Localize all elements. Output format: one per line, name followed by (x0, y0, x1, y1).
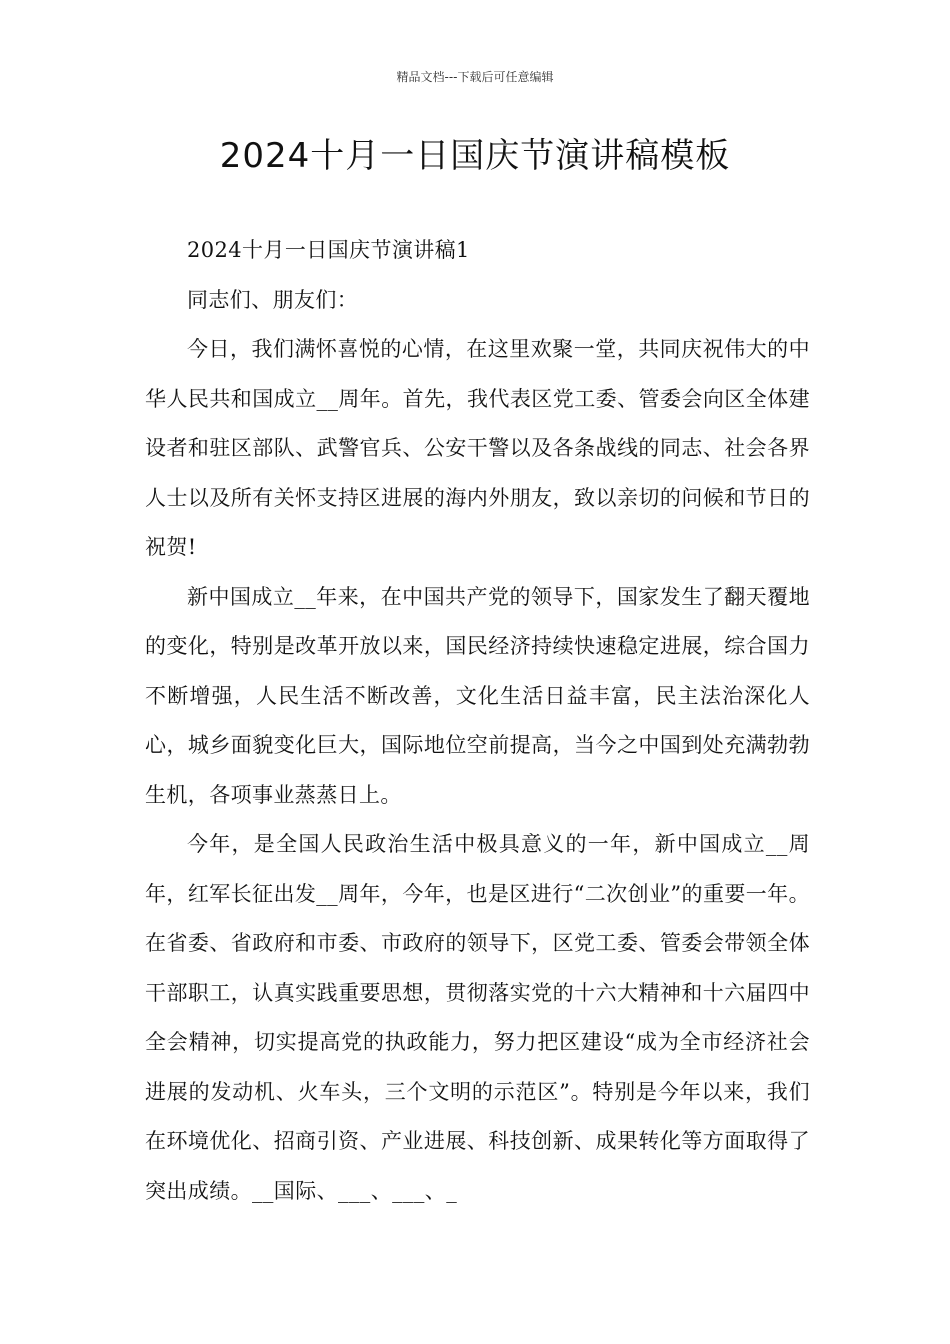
document-title: 2024十月一日国庆节演讲稿模板 (219, 136, 731, 176)
body-paragraph: 新中国成立__年来，在中国共产党的领导下，国家发生了翻天覆地的变化，特别是改革开放以来，国民经济持续快速稳定进展，综合国力不断增强，人民生活不断改善，文化生活日益丰富，民主法治深化人心，城乡面貌变化巨大，国际地位空前提高，当今之中国到处充满勃勃生机，各项事业蒸蒸日上。 (145, 584, 810, 807)
salutation-paragraph: 同志们、朋友们： (187, 287, 359, 312)
body-paragraph: 今年，是全国人民政治生活中极具意义的一年，新中国成立__周年，红军长征出发__周年，今年，也是区进行“二次创业”的重要一年。在省委、省政府和市委、市政府的领导下，区党工委、管委会带领全体干部职工，认真实践重要思想，贯彻落实党的十六大精神和十六届四中全会精神，切实提高党的执政能力，努力把区建设“成为全市经济社会进展的发动机、火车头，三个文明的示范区”。特别是今年以来，我们在环境优化、招商引资、产业进展、科技创新、成果转化等方面取得了突出成绩。__国际、___、___、_ (145, 832, 810, 1203)
subtitle-paragraph: 2024十月一日国庆节演讲稿1 (187, 238, 470, 262)
body-paragraph: 今日，我们满怀喜悦的心情，在这里欢聚一堂，共同庆祝伟大的中华人民共和国成立__周年。首先，我代表区党工委、管委会向区全体建设者和驻区部队、武警官兵、公安干警以及各条战线的同志、社会各界人士以及所有关怀支持区进展的海内外朋友，致以亲切的问候和节日的祝贺! (145, 337, 810, 559)
header-note: 精品文档---下载后可任意编辑 (396, 70, 554, 84)
document-body (145, 226, 810, 1216)
